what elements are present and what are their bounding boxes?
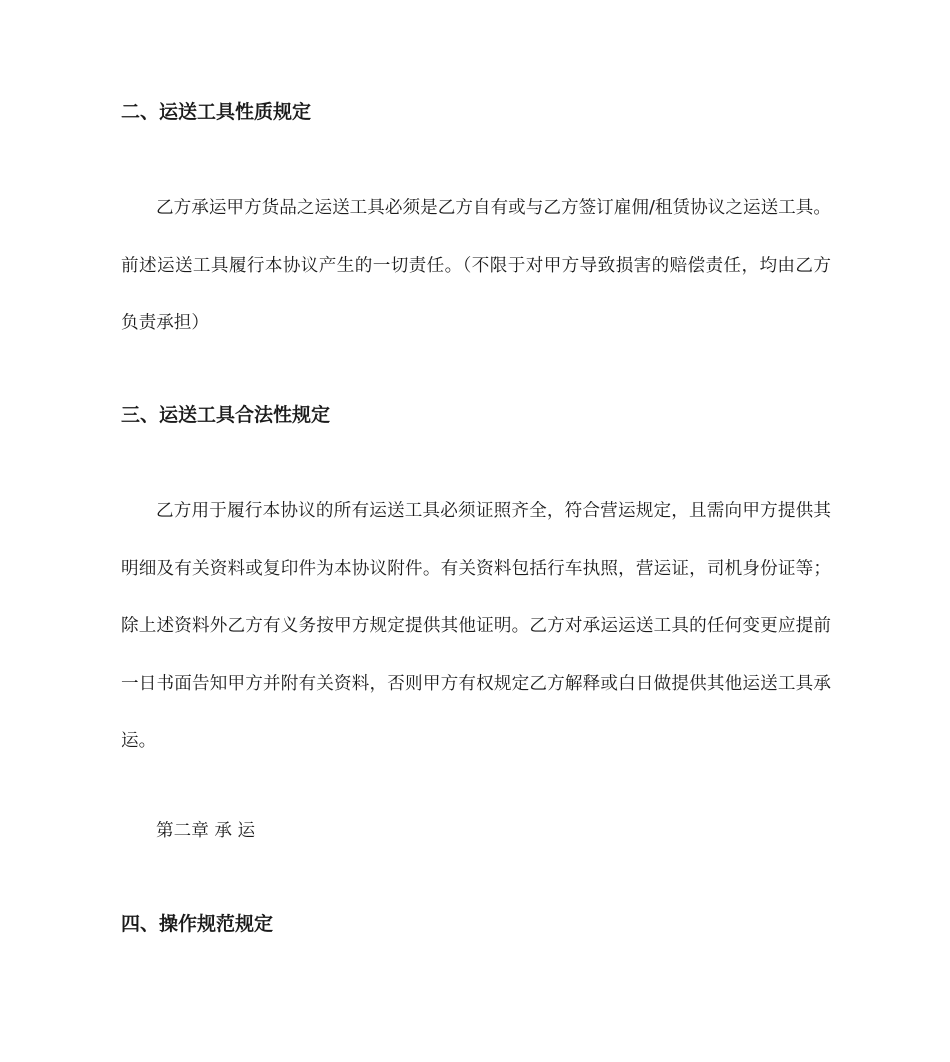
section-heading-3: 三、运送工具合法性规定: [121, 404, 331, 426]
section-heading-4: 四、操作规范规定: [121, 913, 274, 935]
chapter-title: 第二章 承 运: [156, 821, 256, 841]
section-heading-2: 二、运送工具性质规定: [121, 101, 312, 123]
section-paragraph-2: 乙方承运甲方货品之运送工具必须是乙方自有或与乙方签订雇佣/租赁协议之运送工具。前述运送工具履行本协议产生的一切责任。（不限于对甲方导致损害的赔偿责任，均由乙方负责承担）: [121, 198, 831, 333]
section-paragraph-3: 乙方用于履行本协议的所有运送工具必须证照齐全，符合营运规定，且需向甲方提供其明细及有关资料或复印件为本协议附件。有关资料包括行车执照，营运证，司机身份证等；除上述资料外乙方有义务按甲方规定提供其他证明。乙方对承运运送工具的任何变更应提前一日书面告知甲方并附有关资料，否则甲方有权规定乙方解释或白日做提供其他运送工具承运。: [121, 501, 831, 751]
